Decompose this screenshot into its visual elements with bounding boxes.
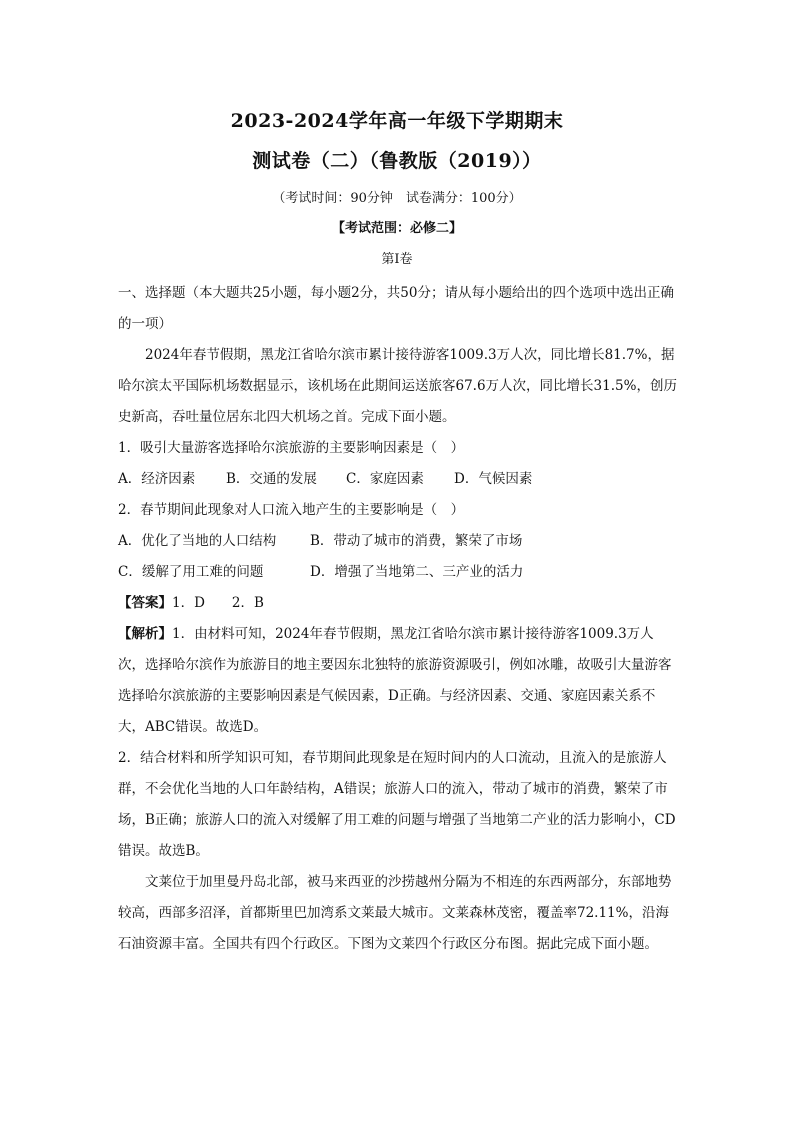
question-options (118, 557, 678, 588)
material-paragraph: 2024年春节假期，黑龙江省哈尔滨市累计接待游客1009.3万人次，同比增长81.7%，据哈尔滨太平国际机场数据显示，该机场在此期间运送旅客67.6万人次，同比增长31.5%，创历史新高，吞吐量位居东北四大机场之首。完成下面小题。 (118, 347, 677, 425)
exam-scope: 【考试范围：必修二】 (331, 221, 462, 236)
option-d: D．气候因素 (454, 471, 533, 487)
exam-info: （考试时间：90分钟 试卷满分：100分） (272, 191, 522, 206)
analysis-paragraph: 2．结合材料和所学知识可知，春节期间此现象是在短时间内的人口流动，且流入的是旅游人群，不会优化当地的人口年龄结构，A错误；旅游人口的流入，带动了城市的消费，繁荣了市场，B正确；旅游人口的流入对缓解了用工难的问题与增强了当地第二产业的活力影响小，CD错误。故选B。 (118, 750, 676, 859)
analysis-label: 【解析】 (118, 626, 172, 642)
section-heading: 一、选择题（本大题共25小题，每小题2分，共50分；请从每小题给出的四个选项中选出正确的一项） (118, 285, 674, 332)
option-c: C．家庭因素 (346, 471, 424, 487)
analysis-paragraph (118, 619, 678, 743)
option-c: C．缓解了用工难的问题 (118, 564, 264, 580)
answer-line (118, 588, 678, 619)
option-a: A．经济因素 (118, 471, 196, 487)
option-a: A．优化了当地的人口结构 (118, 533, 277, 549)
option-b: B．带动了城市的消费，繁荣了市场 (310, 533, 523, 549)
analysis-text: 1．由材料可知，2024年春节假期，黑龙江省哈尔滨市累计接待游客1009.3万人次，选择哈尔滨作为旅游目的地主要因东北独特的旅游资源吸引，例如冰雕，故吸引大量游客选择哈尔滨旅游的主要影响因素是气候因素，D正确。与经济因素、交通、家庭因素关系不大，ABC错误。故选D。 (118, 626, 672, 735)
question-stem: 2．春节期间此现象对人口流入地产生的主要影响是（ ） (118, 502, 465, 518)
material-paragraph: 文莱位于加里曼丹岛北部，被马来西亚的沙捞越州分隔为不相连的东西两部分，东部地势较高，西部多沼泽，首都斯里巴加湾系文莱最大城市。文莱森林茂密，覆盖率72.11%，沿海石油资源丰富。全国共有四个行政区。下图为文莱四个行政区分布图。据此完成下面小题。 (118, 874, 672, 952)
answer-label: 【答案】 (118, 595, 172, 611)
option-b: B．交通的发展 (226, 471, 317, 487)
exam-subtitle: 测试卷（二）（鲁教版（2019）） (252, 150, 542, 172)
exam-body (118, 278, 678, 960)
question-options (118, 464, 678, 495)
answer-text: 1．D 2．B (172, 595, 264, 611)
volume-label: 第Ⅰ卷 (381, 252, 413, 267)
question-options (118, 526, 678, 557)
question-stem: 1．吸引大量游客选择哈尔滨旅游的主要影响因素是（ ） (118, 440, 465, 456)
option-d: D．增强了当地第二、三产业的活力 (310, 564, 524, 580)
exam-title: 2023-2024学年高一年级下学期期末 (230, 110, 564, 132)
